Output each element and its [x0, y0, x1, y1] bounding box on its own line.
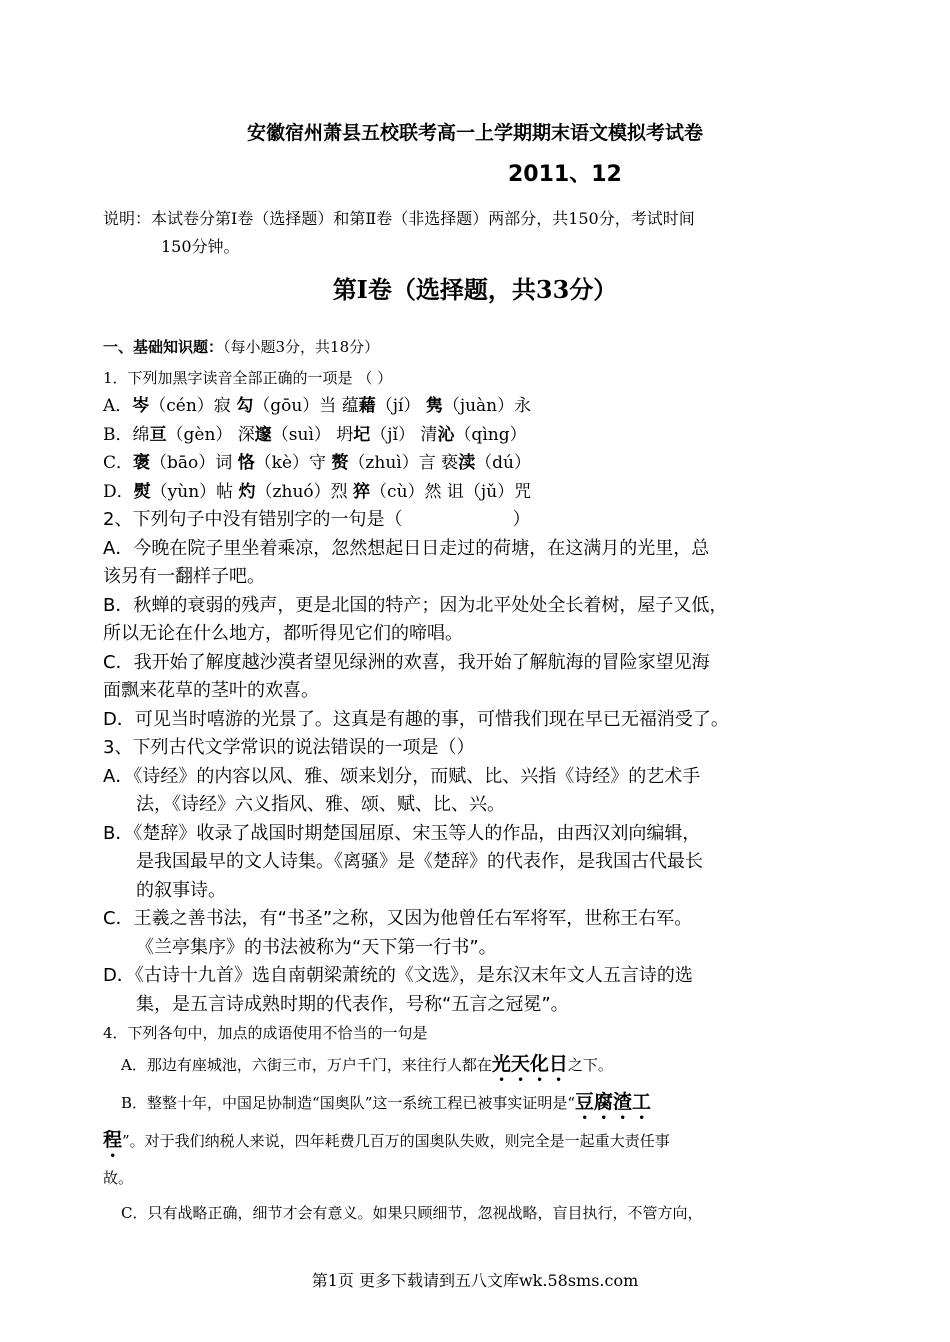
instructions-line-1: 说明：本试卷分第Ⅰ卷（选择题）和第Ⅱ卷（非选择题）两部分，共150分，考试时间	[103, 209, 695, 228]
dotted-idiom: 光天化日	[491, 1052, 568, 1075]
q4-option-c: C．只有战略正确，细节才会有意义。如果只顾细节，忽视战略，盲目执行，不管方向，	[121, 1203, 703, 1222]
q3-option-a-line2: 法，《诗经》六义指风、雅、颂、赋、比、兴。	[136, 794, 505, 815]
bold-char: 猝	[353, 481, 371, 502]
q3-option-d-line2: 集，是五言诗成熟时期的代表作，号称“五言之冠冕”。	[136, 993, 569, 1015]
q4-stem: 4．下列各句中，加点的成语使用不恰当的一句是	[103, 1024, 428, 1042]
part-desc: （每小题3分，共18分）	[223, 338, 380, 356]
q1-stem: 1．下列加黑字读音全部正确的一项是 （ ）	[103, 368, 393, 387]
q2-option-a-line2: 该另有一翻样子吧。	[103, 566, 265, 587]
q2-stem: 2、下列句子中没有错别字的一句是（ ）	[103, 509, 531, 530]
q3-option-b-line2: 是我国最早的文人诗集。《离骚》是《楚辞》的代表作，是我国古代最长	[136, 851, 703, 872]
q4-option-a: A．那边有座城池，六街三市，万户千门，来往行人都在光天化日之下。	[121, 1052, 613, 1075]
page-footer: 第1页 更多下载请到五八文库wk.58sms.com	[311, 1271, 639, 1290]
q3-option-c-line1: C．王羲之善书法，有“书圣”之称，又因为他曾任右军将军，世称王右军。	[103, 908, 693, 929]
exam-date: 2011、12	[508, 162, 622, 187]
q2-option-b-line1: B．秋蝉的衰弱的残声，更是北国的特产；因为北平处处全长着树，屋子又低，	[103, 594, 728, 616]
dotted-idiom: 程	[103, 1128, 123, 1151]
bold-char: 赘	[331, 453, 349, 473]
section-title: 第Ⅰ卷（选择题，共33分）	[332, 275, 618, 304]
question-content	[103, 333, 863, 1231]
q2-option-d-line1: D．可见当时嘻游的光景了。这真是有趣的事，可惜我们现在早已无福消受了。	[103, 708, 729, 730]
q3-option-a-line1: A．《诗经》的内容以风、雅、颂来划分，而赋、比、兴指《诗经》的艺术手	[103, 765, 701, 787]
bold-char: 恪	[237, 453, 255, 473]
q1-option-c: C．褒（bāo）词 恪（kè）守 赘（zhuì）言 亵渎（dú）	[103, 453, 531, 473]
dotted-idiom: 豆腐渣工	[575, 1090, 652, 1113]
bold-char: 渎	[458, 453, 476, 473]
bold-char: 熨	[133, 481, 151, 502]
q4-option-b-line3: 故。	[103, 1168, 134, 1187]
bold-char: 藉	[358, 396, 376, 416]
bold-char: 灼	[238, 481, 256, 502]
q2-option-c-line1: C．我开始了解度越沙漠者望见绿洲的欢喜，我开始了解航海的冒险家望见海	[103, 651, 710, 673]
bold-char: 亘	[149, 424, 167, 445]
bold-char: 岑	[132, 396, 150, 416]
q2-option-a-line1: A．今晚在院子里坐着乘凉，忽然想起日日走过的荷塘，在这满月的光里，总	[103, 537, 710, 559]
instructions-line-2: 150分钟。	[161, 237, 240, 256]
q3-option-c-line2: 《兰亭集序》的书法被称为“天下第一行书”。	[136, 936, 497, 958]
q3-option-d-line1: D．《古诗十九首》选自南朝梁萧统的《文选》，是东汉末年文人五言诗的选	[103, 965, 693, 986]
bold-char: 邃	[254, 424, 272, 445]
q4-option-b-line2: 程”。对于我们纳税人来说，四年耗费几百万的国奥队失败，则完全是一起重大责任事	[103, 1128, 670, 1151]
exam-title: 安徽宿州萧县五校联考高一上学期期末语文模拟考试卷	[246, 122, 703, 144]
q1-option-a: A．岑（cén）寂 勾（gōu）当 蕴藉（jí） 隽（juàn）永	[103, 396, 532, 416]
exam-instructions	[103, 205, 863, 261]
q1-option-b: B．绵亘（gèn） 深邃（suì） 坍圮（jǐ） 清沁（qìng）	[103, 424, 527, 445]
bold-char: 隽	[425, 396, 443, 416]
part-label: 一、基础知识题：	[103, 338, 224, 356]
bold-char: 圮	[353, 424, 371, 445]
q4-option-b-line1: B．整整十年，中国足协制造“国奥队”这一系统工程已被事实证明是“豆腐渣工	[121, 1090, 652, 1113]
bold-char: 沁	[437, 424, 455, 445]
q3-option-b-line3: 的叙事诗。	[136, 879, 226, 901]
q1-option-d: D．熨（yùn）帖 灼（zhuó）烈 猝（cù）然 诅（jǔ）咒	[103, 481, 532, 502]
q2-option-b-line2: 所以无论在什么地方，都听得见它们的啼唱。	[103, 623, 463, 644]
q2-option-c-line2: 面飘来花草的茎叶的欢喜。	[103, 680, 319, 701]
q3-stem: 3、下列古代文学常识的说法错误的一项是（）	[103, 737, 475, 758]
q3-option-b-line1: B．《楚辞》收录了战国时期楚国屈原、宋玉等人的作品，由西汉刘向编辑，	[103, 822, 701, 844]
bold-char: 褒	[133, 453, 151, 473]
part-heading	[103, 333, 863, 362]
bold-char: 勾	[236, 396, 254, 416]
